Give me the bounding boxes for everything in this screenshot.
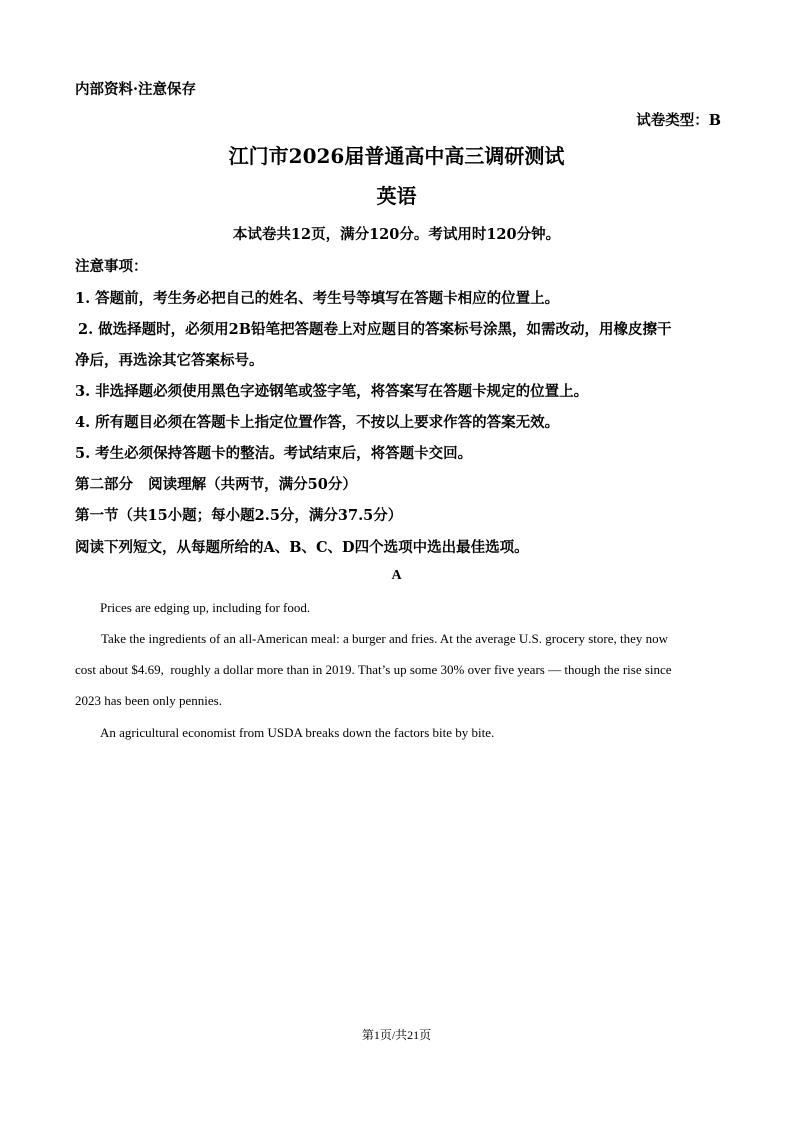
subject-title: 英语 — [376, 184, 417, 208]
reading-instruction: 阅读下列短文，从每题所给的A、B、C、D四个选项中选出最佳选项。 — [75, 539, 529, 556]
exam-info: 本试卷共12页，满分120分。考试用时120分钟。 — [232, 226, 561, 243]
passage-paragraph-2-line-1: Take the ingredients of an all-American meal: a burger and fries. At the average U.S. grocery store, they now — [101, 631, 669, 646]
part-heading: 第二部分 阅读理解（共两节，满分50分） — [75, 476, 357, 493]
confidential-label: 内部资料·注意保存 — [75, 81, 197, 98]
notice-item-1: 1. 答题前，考生务必把自己的姓名、考生号等填写在答题卡相应的位置上。 — [75, 290, 560, 307]
paper-type-label: 试卷类型：B — [636, 112, 721, 129]
passage-paragraph-3: An agricultural economist from USDA breaks down the factors bite by bite. — [100, 725, 495, 740]
passage-paragraph-2-line-3: 2023 has been only pennies. — [75, 693, 222, 708]
passage-paragraph-1: Prices are edging up, including for food. — [100, 600, 311, 615]
exam-title: 江门市2026届普通高中高三调研测试 — [228, 144, 565, 168]
notice-item-4: 4. 所有题目必须在答题卡上指定位置作答，不按以上要求作答的答案无效。 — [75, 414, 560, 431]
page-number: 第1页/共21页 — [361, 1028, 432, 1042]
passage-label: A — [391, 568, 402, 583]
subsection-heading: 第一节（共15小题；每小题2.5分，满分37.5分） — [75, 507, 403, 524]
notice-item-3: 3. 非选择题必须使用黑色字迹钢笔或签字笔，将答案写在答题卡规定的位置上。 — [75, 383, 589, 400]
notice-heading: 注意事项： — [75, 258, 148, 275]
passage-paragraph-2-line-2: cost about $4.69, roughly a dollar more than in 2019. That’s up some 30% over five years — though the rise since — [75, 662, 672, 677]
notice-item-2-cont: 净后，再选涂其它答案标号。 — [75, 352, 264, 369]
notice-item-5: 5. 考生必须保持答题卡的整洁。考试结束后，将答题卡交回。 — [75, 445, 473, 462]
notice-item-2: 2. 做选择题时，必须用2B铅笔把答题卷上对应题目的答案标号涂黑，如需改动，用橡皮擦干 — [78, 321, 672, 338]
